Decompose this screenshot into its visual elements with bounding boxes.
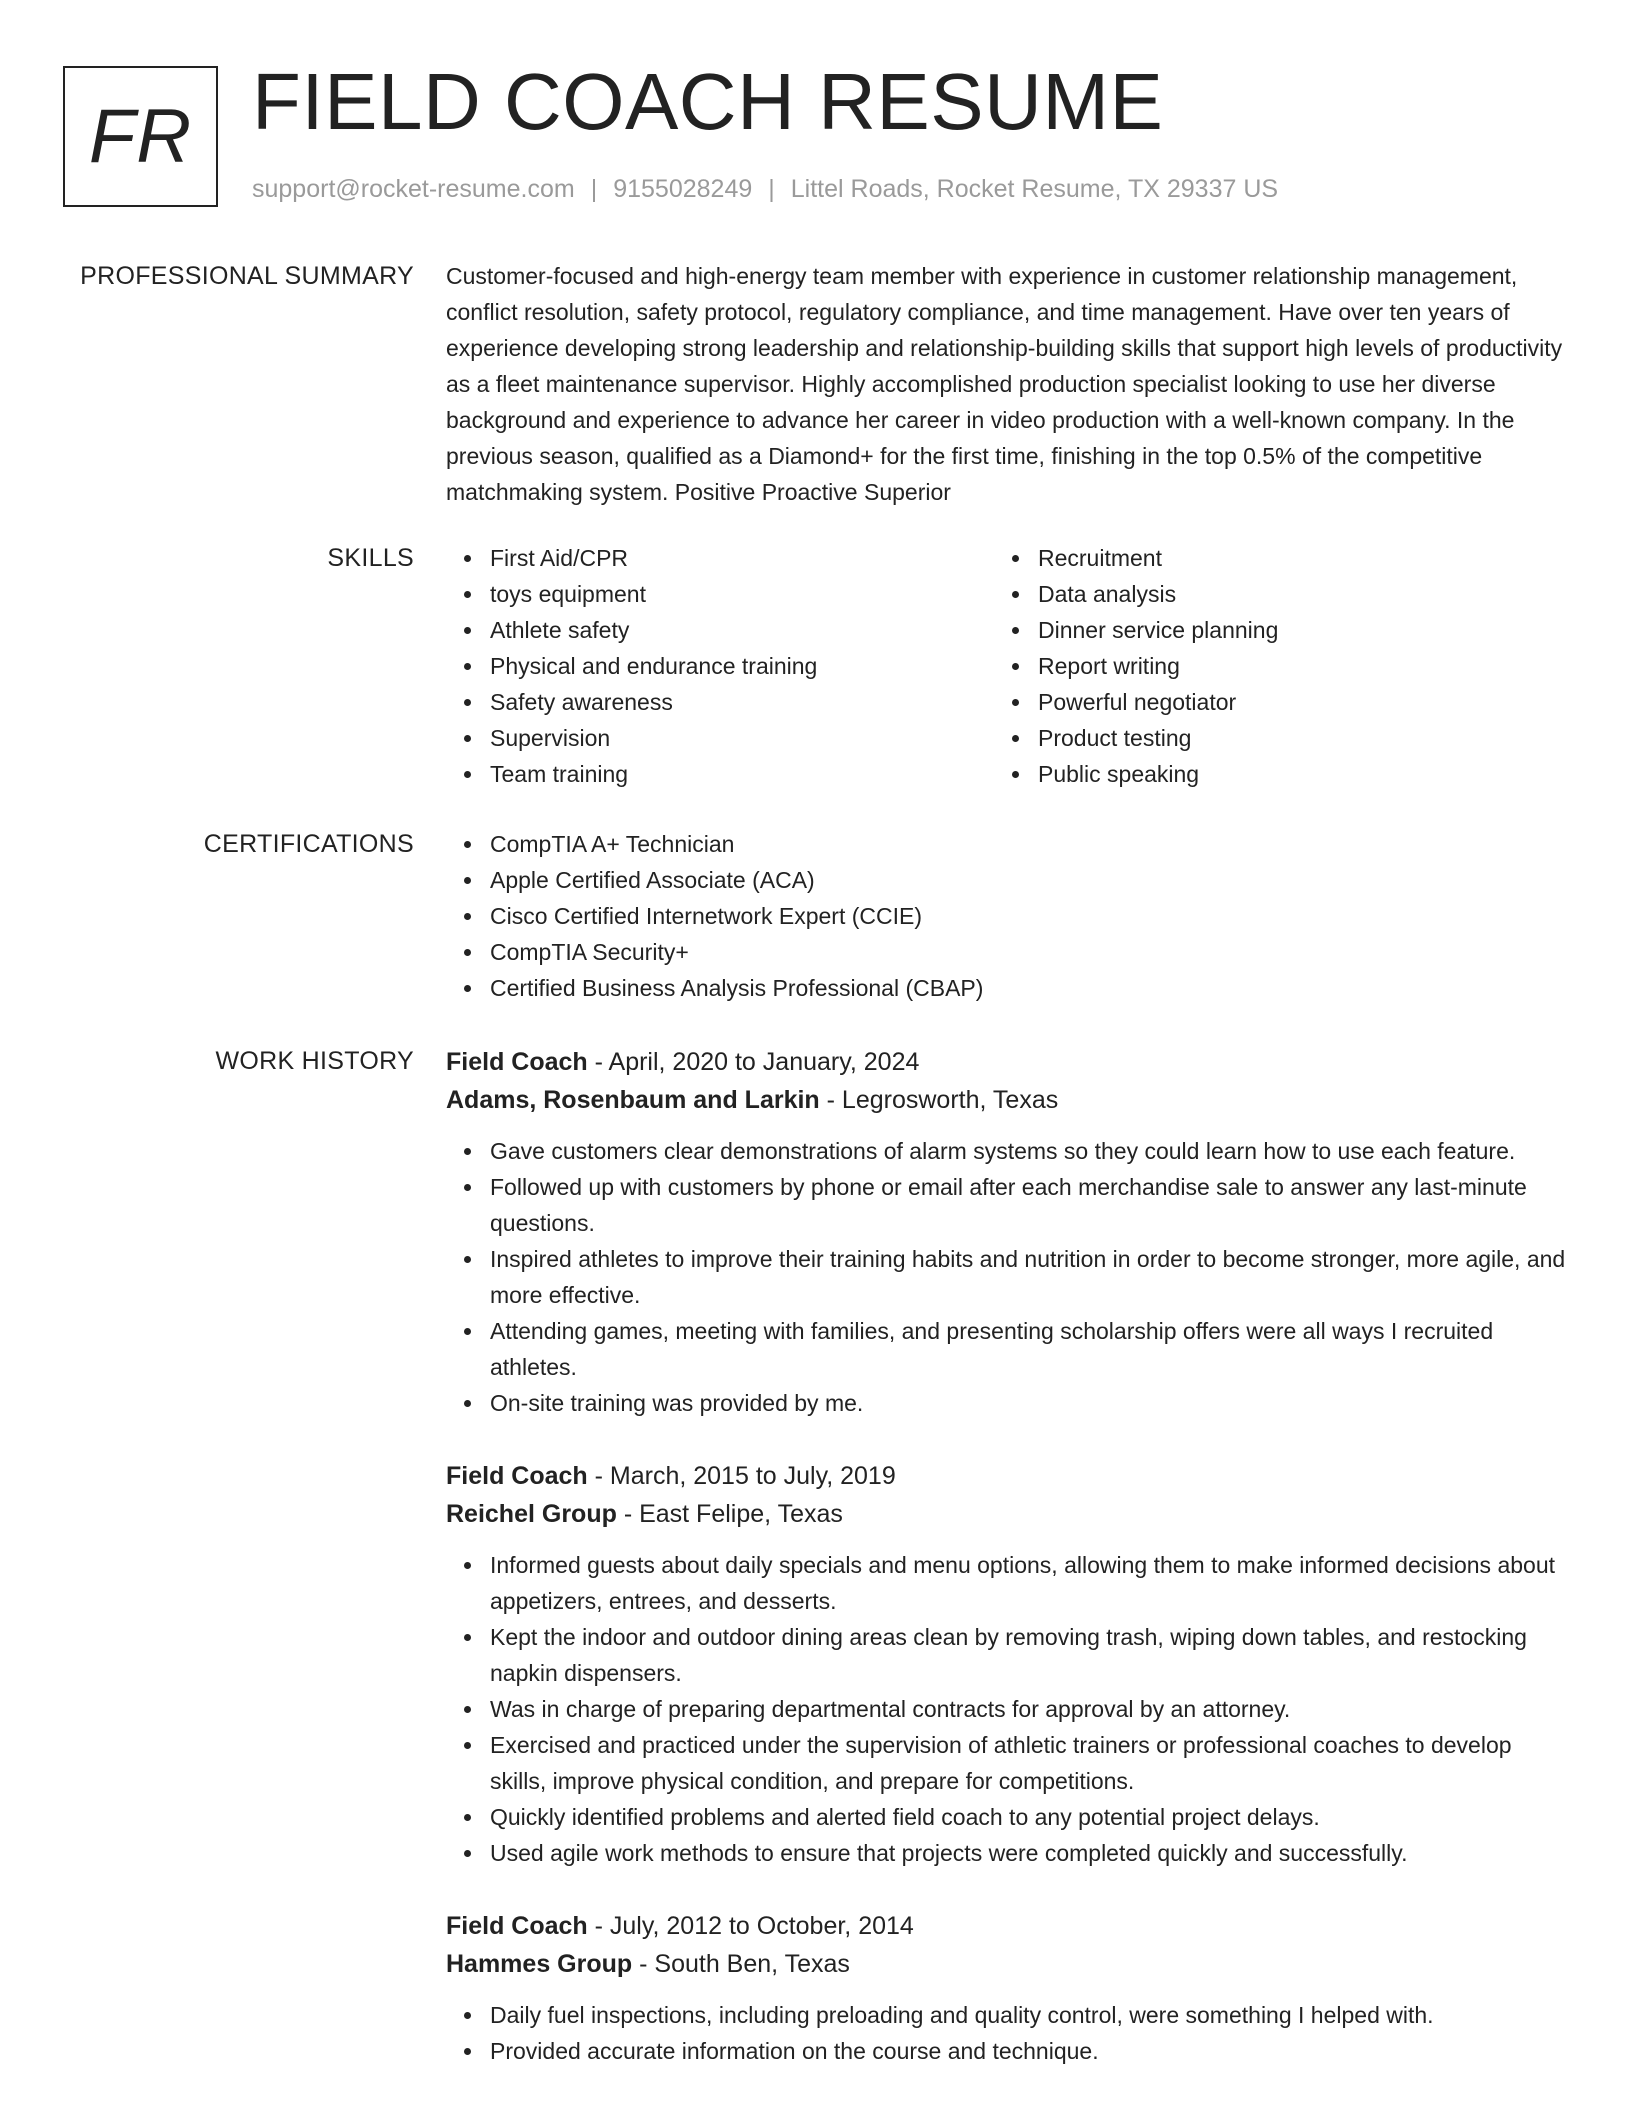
contact-line <box>252 172 1278 206</box>
job-duty: Was in charge of preparing departmental contracts for approval by an attorney. <box>490 1691 1566 1727</box>
job-dates: - July, 2012 to October, 2014 <box>587 1912 914 1940</box>
job-duties-list <box>446 1133 1566 1421</box>
skill-item: Public speaking <box>1038 756 1542 792</box>
job-dates: - April, 2020 to January, 2024 <box>587 1048 920 1076</box>
certifications-heading: CERTIFICATIONS <box>203 830 414 858</box>
certifications-list <box>446 826 1566 1006</box>
job-duties-list <box>446 1547 1566 1871</box>
job-company: Hammes Group <box>446 1950 633 1978</box>
job-company: Adams, Rosenbaum and Larkin <box>446 1086 820 1114</box>
job-duty: Informed guests about daily specials and menu options, allowing them to make informed decisions about appetizers, entrees, and desserts. <box>490 1547 1566 1619</box>
skill-item: Report writing <box>1038 648 1542 684</box>
certification-item: CompTIA A+ Technician <box>490 826 1566 862</box>
contact-phone[interactable]: 9155028249 <box>613 175 753 203</box>
skill-item: Data analysis <box>1038 576 1542 612</box>
work-history-heading: WORK HISTORY <box>215 1047 414 1075</box>
job-title: Field Coach <box>446 1048 588 1076</box>
skill-item: Product testing <box>1038 720 1542 756</box>
job-entry <box>446 1907 1566 2069</box>
job-entry <box>446 1457 1566 1871</box>
job-duty: Provided accurate information on the course and technique. <box>490 2033 1566 2069</box>
job-title: Field Coach <box>446 1462 588 1490</box>
summary-heading: PROFESSIONAL SUMMARY <box>80 262 414 290</box>
job-duty: Quickly identified problems and alerted field coach to any potential project delays. <box>490 1799 1566 1835</box>
job-title-line <box>446 1043 1566 1081</box>
job-dates: - March, 2015 to July, 2019 <box>587 1462 896 1490</box>
job-duty: Used agile work methods to ensure that projects were completed quickly and successfully. <box>490 1835 1566 1871</box>
skill-item: Powerful negotiator <box>1038 684 1542 720</box>
skill-item: Safety awareness <box>490 684 994 720</box>
skill-item: Physical and endurance training <box>490 648 994 684</box>
job-company-line <box>446 1081 1566 1119</box>
job-duty: Daily fuel inspections, including preloading and quality control, were something I helped with. <box>490 1997 1566 2033</box>
job-duty: Gave customers clear demonstrations of alarm systems so they could learn how to use each feature. <box>490 1133 1566 1169</box>
job-duty: Attending games, meeting with families, and presenting scholarship offers were all ways I recruited athletes. <box>490 1313 1566 1385</box>
contact-separator: | <box>768 175 775 203</box>
job-title-line <box>446 1457 1566 1495</box>
skills-list-right <box>994 540 1542 792</box>
skill-item: Team training <box>490 756 994 792</box>
skill-item: First Aid/CPR <box>490 540 994 576</box>
job-duty: Exercised and practiced under the supervision of athletic trainers or professional coaches to develop skills, improve physical condition, and prepare for competitions. <box>490 1727 1566 1799</box>
job-company: Reichel Group <box>446 1500 617 1528</box>
job-location: - Legrosworth, Texas <box>819 1086 1059 1114</box>
job-duty: Followed up with customers by phone or email after each merchandise sale to answer any last-minute questions. <box>490 1169 1566 1241</box>
certification-item: Cisco Certified Internetwork Expert (CCIE) <box>490 898 1566 934</box>
job-title-line <box>446 1907 1566 1945</box>
skills-heading: SKILLS <box>327 544 414 572</box>
job-location: - East Felipe, Texas <box>616 1500 843 1528</box>
skill-item: Athlete safety <box>490 612 994 648</box>
contact-email[interactable]: support@rocket-resume.com <box>252 175 575 203</box>
skill-item: toys equipment <box>490 576 994 612</box>
job-location: - South Ben, Texas <box>632 1950 850 1978</box>
job-entry <box>446 1043 1566 1421</box>
job-duty: Inspired athletes to improve their training habits and nutrition in order to become stronger, more agile, and more effective. <box>490 1241 1566 1313</box>
skills-list-left <box>446 540 994 792</box>
certification-item: CompTIA Security+ <box>490 934 1566 970</box>
job-title: Field Coach <box>446 1912 588 1940</box>
monogram: FR <box>63 66 218 207</box>
skill-item: Supervision <box>490 720 994 756</box>
job-company-line <box>446 1945 1566 1983</box>
contact-address: Littel Roads, Rocket Resume, TX 29337 US <box>790 175 1279 203</box>
job-company-line <box>446 1495 1566 1533</box>
contact-separator: | <box>590 175 598 203</box>
certification-item: Apple Certified Associate (ACA) <box>490 862 1566 898</box>
summary-text: Customer-focused and high-energy team member with experience in customer relationship management, conflict resolution, safety protocol, regulatory compliance, and time management. Have over ten years of experience developing strong leadership and relationship-building skills that support high levels of productivity as a fleet maintenance supervisor. Highly accomplished production specialist looking to use her diverse background and experience to advance her career in video production with a well-known company. In the previous season, qualified as a Diamond+ for the first time, finishing in the top 0.5% of the competitive matchmaking system. Positive Proactive Superior <box>446 263 1563 505</box>
skill-item: Recruitment <box>1038 540 1542 576</box>
job-duty: Kept the indoor and outdoor dining areas clean by removing trash, wiping down tables, and restocking napkin dispensers. <box>490 1619 1566 1691</box>
resume-title: FIELD COACH RESUME <box>252 57 1164 146</box>
job-duty: On-site training was provided by me. <box>490 1385 1566 1421</box>
skill-item: Dinner service planning <box>1038 612 1542 648</box>
job-duties-list <box>446 1997 1566 2069</box>
certification-item: Certified Business Analysis Professional (CBAP) <box>490 970 1566 1006</box>
